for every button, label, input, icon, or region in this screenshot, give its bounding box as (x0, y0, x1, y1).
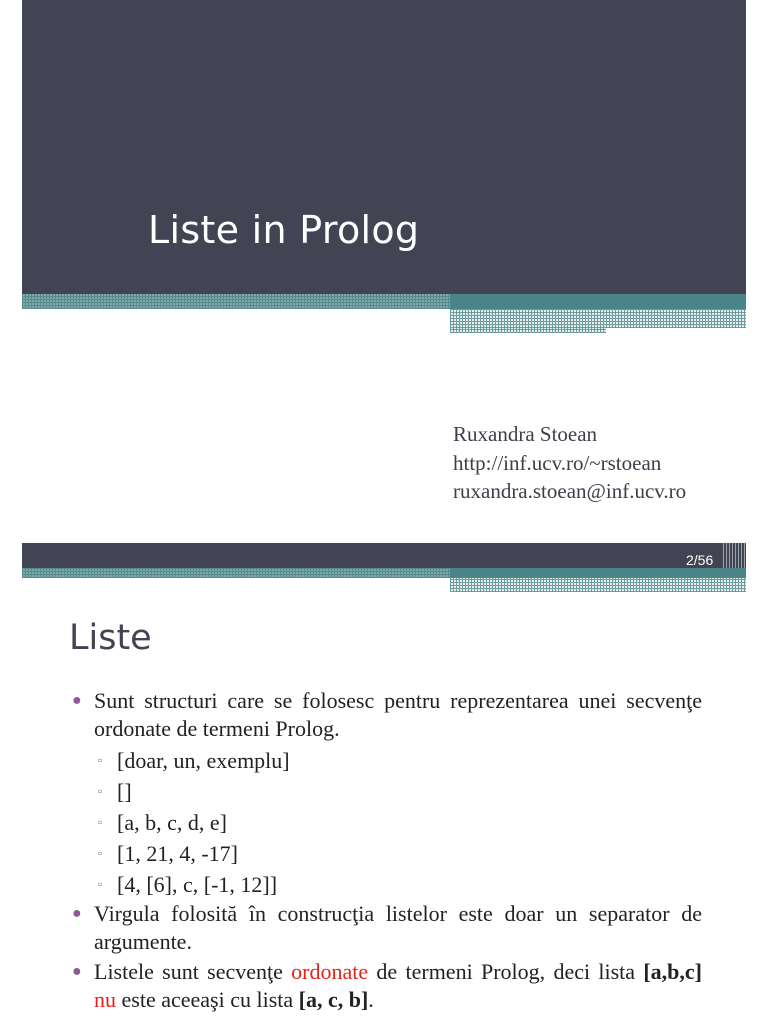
title-mesh-bottom (450, 328, 606, 333)
bullet-dot-icon: ● (72, 905, 82, 922)
example-text: [a, b, c, d, e] (117, 810, 227, 835)
author-block (453, 420, 686, 506)
header-mesh-right (450, 578, 746, 592)
example-item (70, 869, 702, 900)
text-run: . (368, 987, 374, 1012)
emphasis-ordonate: ordonate (291, 959, 369, 984)
text-run: este aceeaşi cu lista (116, 987, 299, 1012)
bullet-text (94, 958, 702, 1014)
text-run: de termeni Prolog, deci lista (368, 959, 644, 984)
square-bullet-icon: ▫ (98, 815, 103, 829)
header-band (22, 543, 746, 568)
author-url[interactable]: http://inf.ucv.ro/~rstoean (453, 450, 662, 475)
section-title: Liste (69, 618, 152, 658)
example-text: [] (117, 779, 132, 804)
emphasis-nu: nu (94, 987, 116, 1012)
list-acb: [a, c, b] (298, 987, 369, 1012)
square-bullet-icon: ▫ (98, 846, 103, 860)
slide-content (70, 687, 702, 1016)
example-text: [1, 21, 4, -17] (117, 841, 238, 866)
bullet-dot-icon: ● (72, 692, 82, 709)
header-vertical-mesh (723, 543, 746, 568)
title-mesh-right (450, 309, 746, 328)
example-text: [doar, un, exemplu] (117, 748, 290, 773)
text-run: Listele sunt secvenţe (94, 959, 292, 984)
bullet-comma (70, 900, 702, 956)
example-item (70, 807, 702, 838)
example-text: [4, [6], c, [-1, 12]] (117, 872, 278, 897)
bullet-dot-icon: ● (72, 963, 82, 980)
example-item (70, 776, 702, 807)
slide-title: Liste in Prolog (148, 208, 420, 252)
example-item (70, 745, 702, 776)
square-bullet-icon: ▫ (98, 877, 103, 891)
header-mesh-left (22, 568, 450, 578)
list-abc: [a,b,c] (643, 959, 703, 984)
page-number: 2/56 (686, 552, 714, 568)
bullet-text: Sunt structuri care se folosesc pentru reprezentarea unei secvenţe ordonate de termeni Prolog. (94, 688, 702, 741)
bullet-text: Virgula folosită în construcţia listelor este doar un separator de argumente. (94, 901, 702, 954)
example-item (70, 838, 702, 869)
title-mesh-left (22, 294, 450, 309)
author-name: Ruxandra Stoean (453, 422, 598, 446)
author-email[interactable]: ruxandra.stoean@inf.ucv.ro (453, 479, 687, 503)
square-bullet-icon: ▫ (98, 753, 103, 767)
bullet-structures (70, 687, 702, 743)
square-bullet-icon: ▫ (98, 784, 103, 798)
bullet-ordered (70, 958, 702, 1014)
